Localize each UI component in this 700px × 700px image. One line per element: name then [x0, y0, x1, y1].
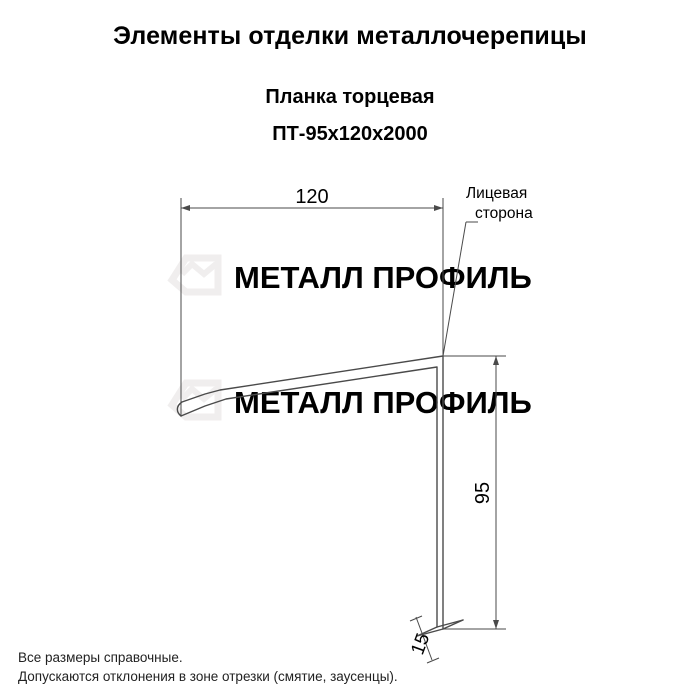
dimension-label-95: 95 [472, 481, 494, 505]
watermark-text-1: МЕТАЛЛ ПРОФИЛЬ [234, 260, 532, 295]
annotation-face-side-line2: сторона [475, 205, 533, 222]
arrow-top-95 [493, 356, 499, 365]
footer-note-2: Допускаются отклонения в зоне отрезки (смятие, заусенцы). [18, 669, 398, 684]
ext-tick-15-a [410, 616, 422, 621]
dimension-label-120: 120 [295, 186, 329, 208]
product-code: ПТ-95х120х2000 [272, 123, 428, 145]
page-title: Элементы отделки металлочерепицы [113, 22, 587, 50]
ext-tick-15-b [427, 658, 439, 663]
arrow-left-120 [181, 205, 190, 211]
arrow-right-120 [434, 205, 443, 211]
footer-note-1: Все размеры справочные. [18, 650, 183, 665]
annotation-face-side-line1: Лицевая [466, 185, 528, 202]
watermark-text-2: МЕТАЛЛ ПРОФИЛЬ [234, 385, 532, 420]
arrow-bottom-95 [493, 620, 499, 629]
leader-line-face [443, 222, 466, 356]
profile-inner-edge [181, 367, 437, 627]
footer-notes [18, 648, 398, 686]
product-name: Планка торцевая [265, 86, 435, 108]
dimension-label-15: 15 [407, 630, 435, 658]
